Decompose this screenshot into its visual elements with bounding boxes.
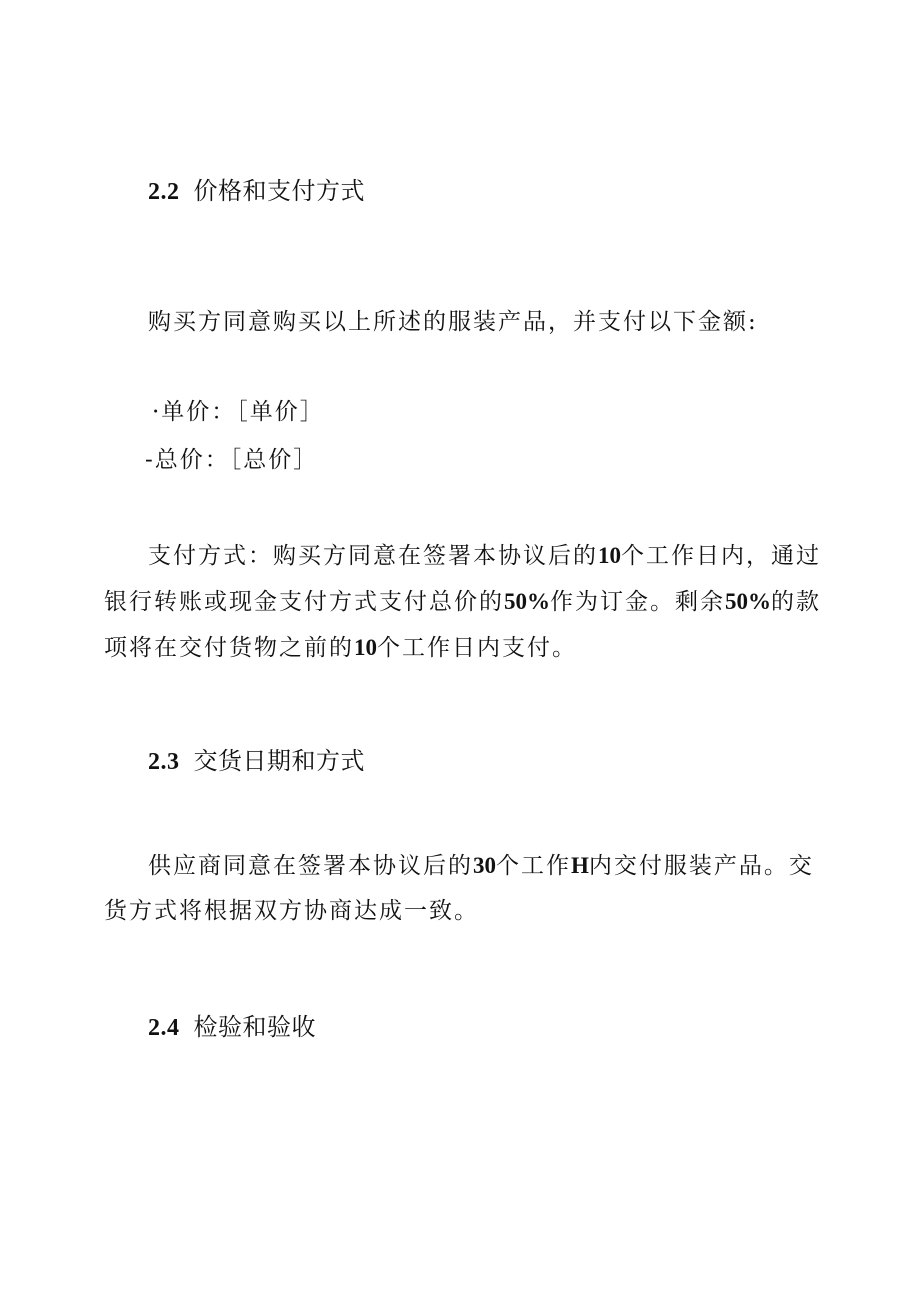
section-title: 检验和验收	[193, 1013, 316, 1041]
remaining-percent-value: 50%	[725, 589, 771, 614]
price-intro-paragraph: 购买方同意购买以上所述的服装产品，并支付以下金额:	[148, 309, 758, 335]
section-number: 2.3	[148, 749, 180, 775]
section-title: 价格和支付方式	[193, 177, 365, 205]
section-number: 2.2	[148, 179, 180, 205]
total-price-item: -总价：［总价］	[145, 447, 319, 473]
final-payment-days-value: 10	[354, 635, 377, 660]
section-heading-2-3	[148, 746, 365, 777]
payment-method-paragraph: 支付方式：购买方同意在签署本协议后的10个工作日内，通过银行转账或现金支付方式支付总价的50%作为订金。剩余50%的款项将在交付货物之前的10个工作日内支付。	[104, 543, 821, 661]
unit-price-item: ·单价：［单价］	[152, 399, 325, 425]
section-number: 2.4	[148, 1015, 180, 1041]
section-title: 交货日期和方式	[193, 747, 365, 775]
delivery-days-value: 30	[473, 853, 496, 878]
delivery-paragraph: 供应商同意在签署本协议后的30个工作H内交付服装产品。交货方式将根据双方协商达成一致。	[104, 853, 814, 924]
deposit-percent-value: 50%	[504, 589, 550, 614]
payment-days-value: 10	[598, 543, 621, 568]
delivery-unit-char: H	[571, 853, 589, 878]
section-heading-2-4	[148, 1012, 316, 1043]
section-heading-2-2	[148, 176, 365, 207]
